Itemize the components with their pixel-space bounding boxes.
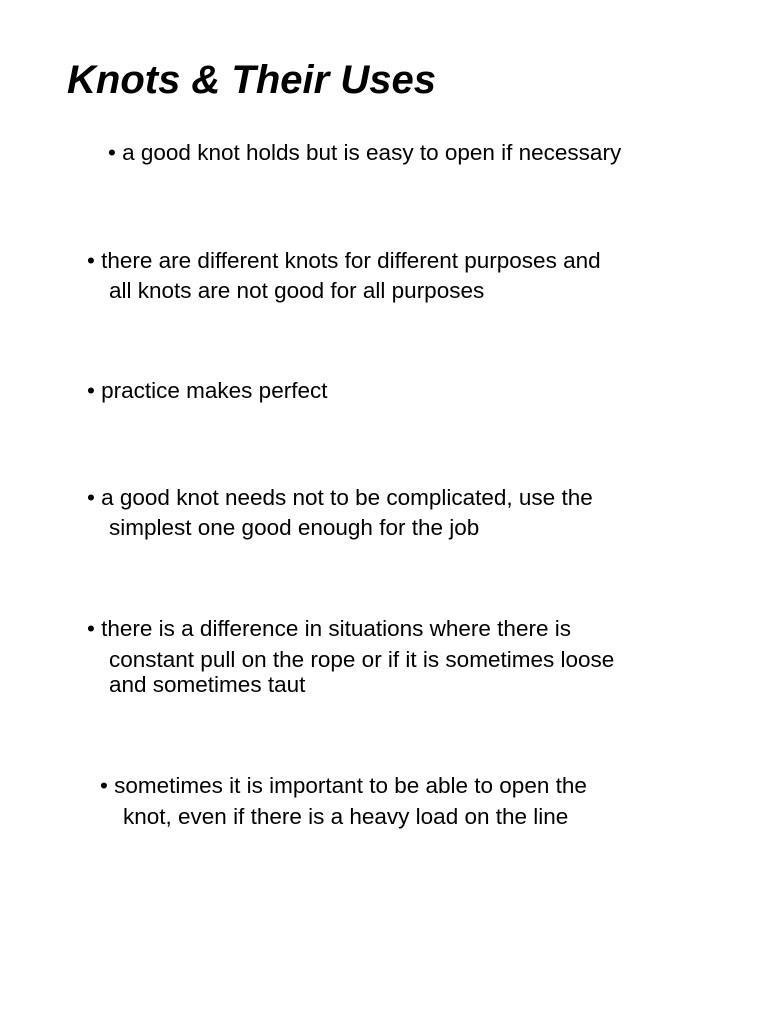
- bullet-text: • a good knot holds but is easy to open if necessary: [108, 140, 622, 165]
- bullet-text: • there are different knots for different purposes and: [87, 248, 601, 273]
- bullet-text: • there is a difference in situations where there is: [87, 616, 571, 641]
- bullet-text: • practice makes perfect: [87, 378, 328, 403]
- bullet-text: • sometimes it is important to be able to open the: [100, 773, 587, 798]
- bullet-text-continuation: knot, even if there is a heavy load on the line: [123, 804, 569, 829]
- bullet-text: • a good knot needs not to be complicated, use the: [87, 485, 593, 510]
- bullet-text-continuation: simplest one good enough for the job: [109, 515, 480, 540]
- bullet-text-continuation: all knots are not good for all purposes: [109, 278, 485, 303]
- bullet-text-continuation: constant pull on the rope or if it is sometimes loose: [109, 647, 615, 672]
- page-title: Knots & Their Uses: [67, 58, 436, 102]
- bullet-text-continuation: and sometimes taut: [109, 672, 306, 697]
